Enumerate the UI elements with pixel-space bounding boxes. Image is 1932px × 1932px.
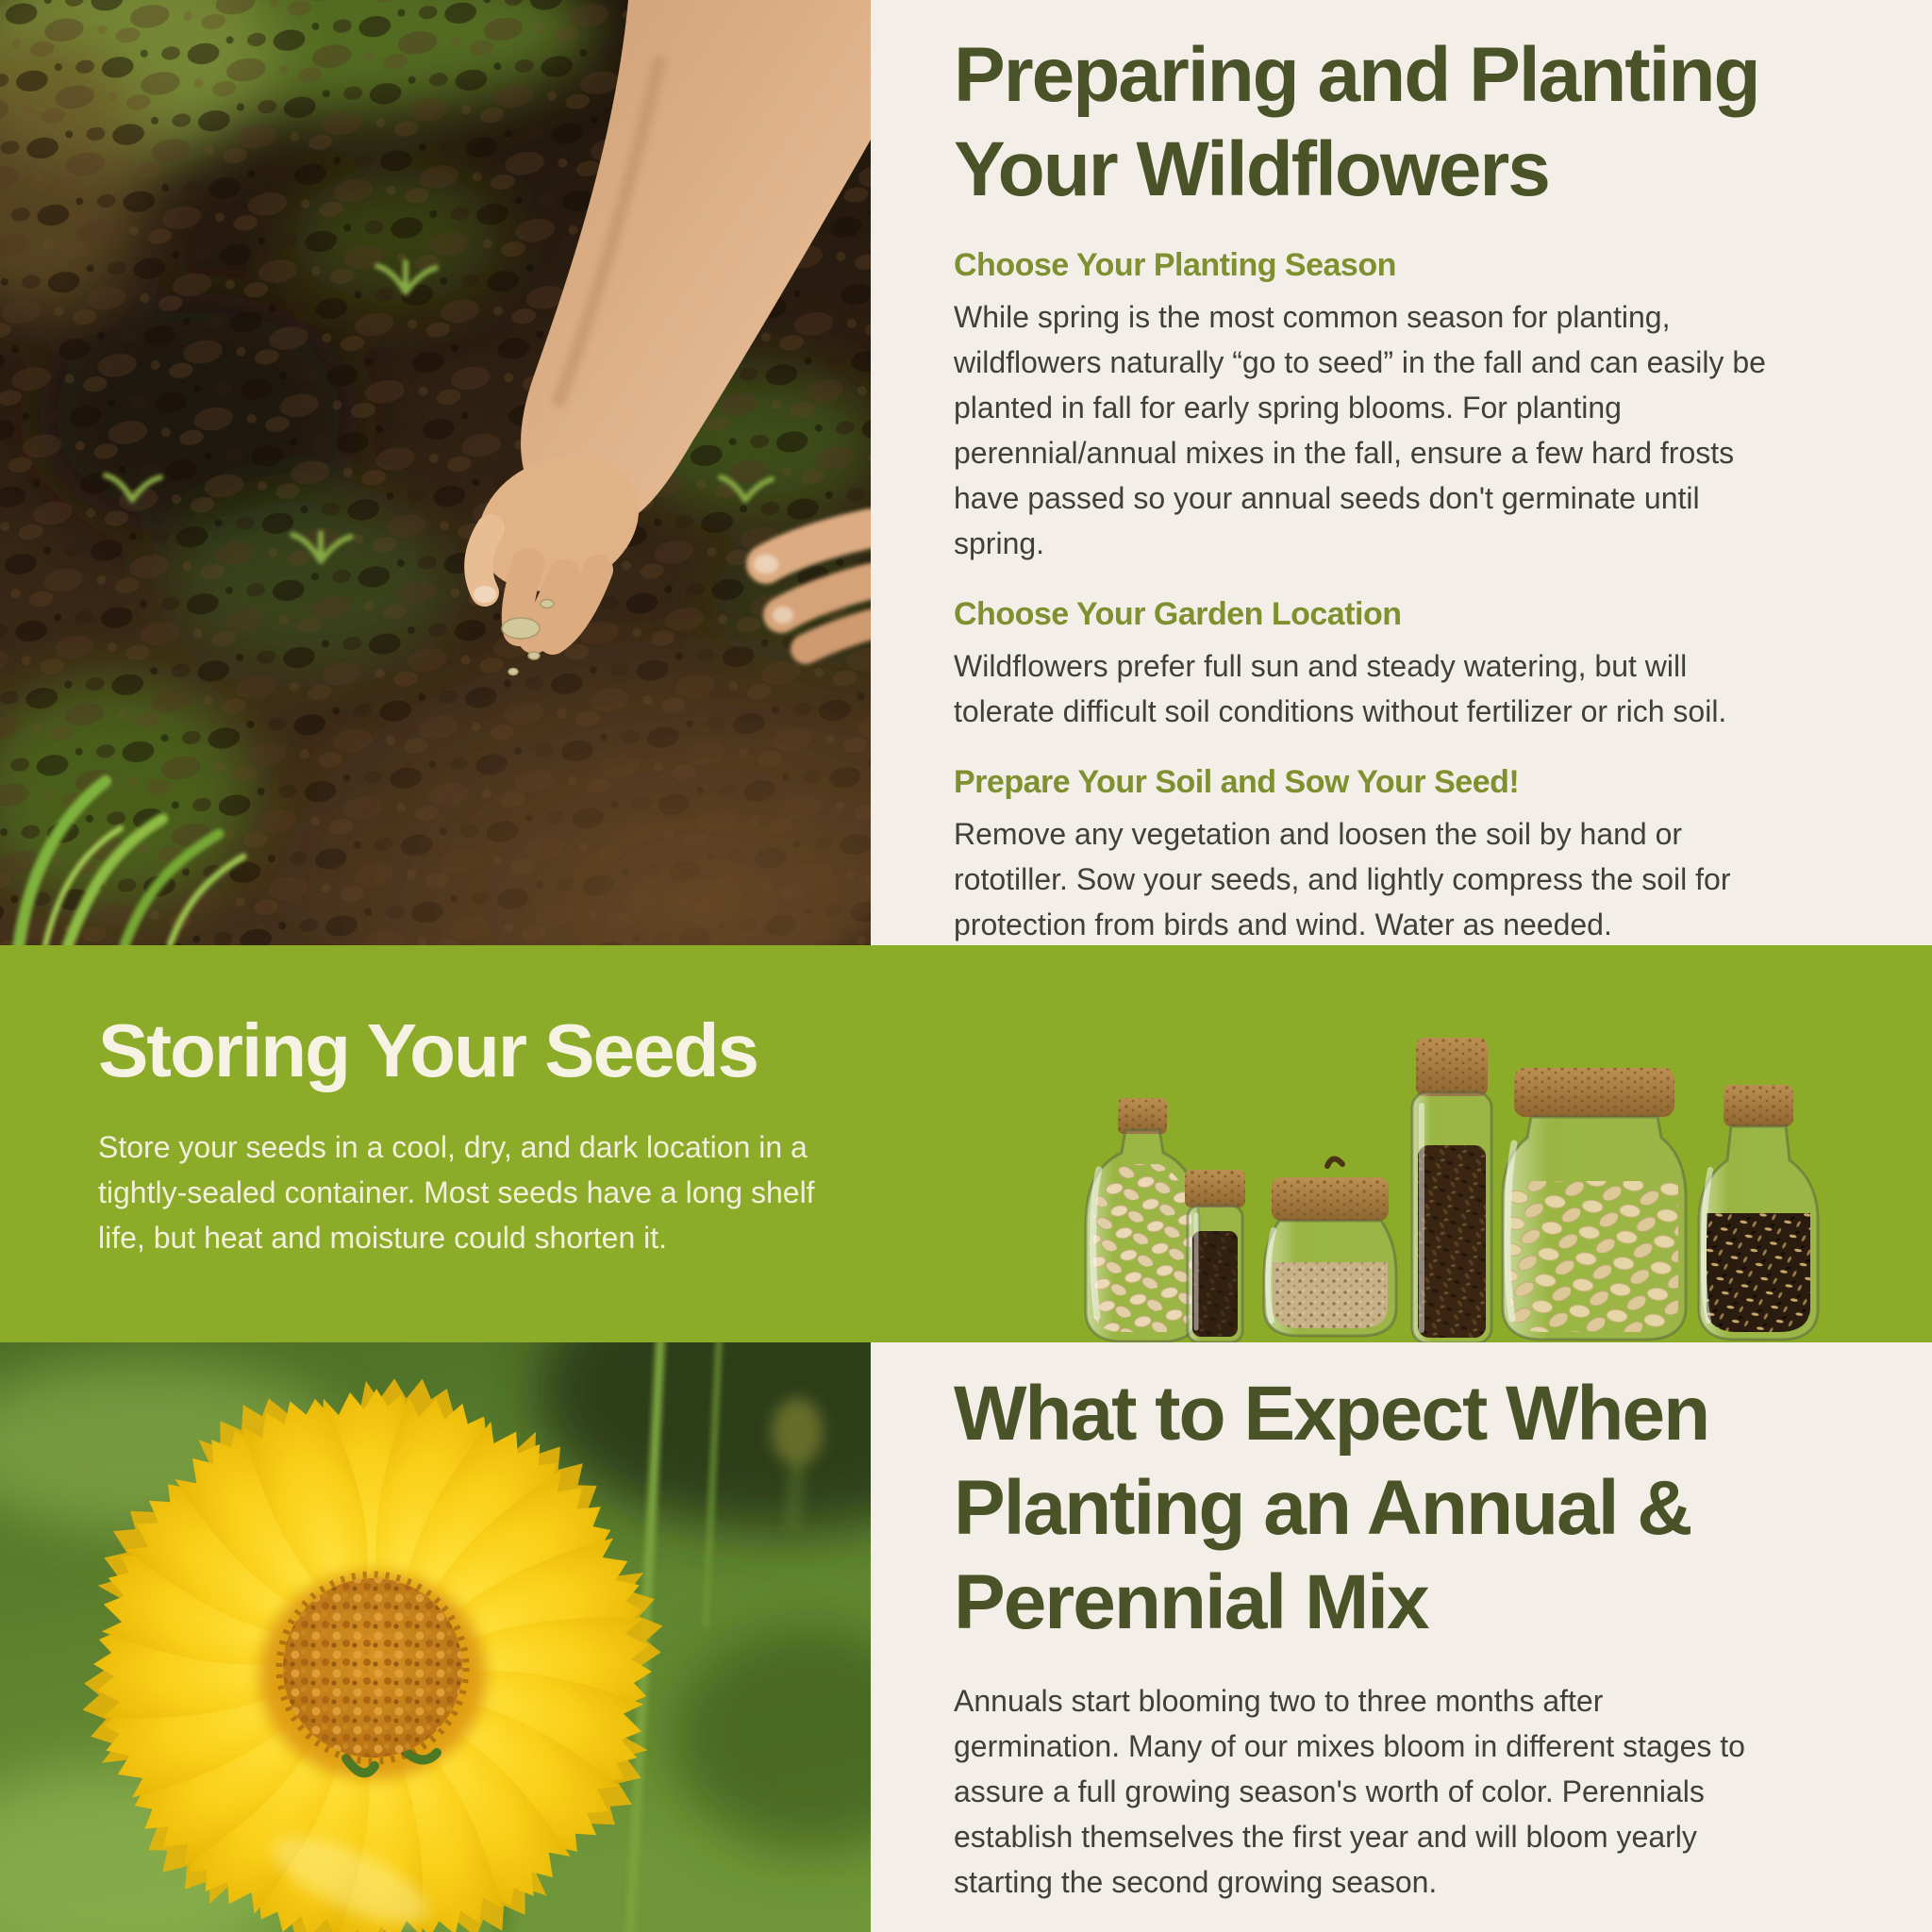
seed-jars-photo: [1071, 1028, 1835, 1342]
sowing-seeds-photo: [0, 0, 871, 945]
what-to-expect-title: [954, 1367, 1879, 1650]
text-line: life, but heat and moisture could shorten it.: [98, 1221, 668, 1255]
title-line-2: Your Wildflowers: [954, 126, 1549, 212]
text-line: rototiller. Sow your seeds, and lightly compress the soil for: [954, 862, 1731, 896]
prepare-soil-paragraph: [954, 811, 1879, 947]
jar-dark-fine-seeds: [1185, 1170, 1245, 1342]
text-line: assure a full growing season's worth of color. Perennials: [954, 1774, 1705, 1808]
text-line: establish themselves the first year and will bloom yearly: [954, 1820, 1697, 1854]
title-line-1: Preparing and Planting: [954, 32, 1759, 118]
text-line: Annuals start blooming two to three months after: [954, 1684, 1604, 1718]
text-line: starting the second growing season.: [954, 1865, 1438, 1899]
planting-season-paragraph: [954, 294, 1879, 566]
yellow-wildflower-photo: [0, 1342, 871, 1932]
garden-location-paragraph: [954, 643, 1879, 734]
title-line-3: Perennial Mix: [954, 1559, 1428, 1645]
text-line: spring.: [954, 526, 1045, 560]
title-line-2: Planting an Annual &: [954, 1465, 1691, 1551]
text-line: protection from birds and wind. Water as needed.: [954, 908, 1612, 941]
text-line: While spring is the most common season for planting,: [954, 300, 1671, 334]
flower-center-texture: [283, 1578, 462, 1757]
heading-prepare-soil: Prepare Your Soil and Sow Your Seed!: [954, 764, 1520, 800]
sowing-seeds-illustration: [0, 0, 871, 945]
heading-garden-location: Choose Your Garden Location: [954, 596, 1402, 632]
text-line: germination. Many of our mixes bloom in different stages to: [954, 1729, 1745, 1763]
thumb-nail: [474, 586, 496, 603]
page-title: [954, 28, 1879, 217]
title-line-1: What to Expect When: [954, 1371, 1709, 1457]
text-line: Remove any vegetation and loosen the soil by hand or: [954, 817, 1683, 851]
preparing-planting-panel: [871, 0, 1932, 945]
jar-mixed-seeds: [1699, 1085, 1818, 1340]
storing-seeds-paragraph: [98, 1124, 815, 1260]
jar-white-beans: [1086, 1098, 1199, 1341]
jar-tall-tube-seeds: [1412, 1038, 1491, 1342]
text-line: Store your seeds in a cool, dry, and dark location in a: [98, 1130, 808, 1164]
storing-seeds-title: Storing Your Seeds: [98, 1008, 758, 1092]
yellow-flower-illustration: [0, 1342, 871, 1932]
jar-tan-seeds: [1264, 1158, 1396, 1336]
what-to-expect-panel: [871, 1342, 1932, 1932]
text-line: tightly-sealed container. Most seeds have a long shelf: [98, 1175, 815, 1209]
text-line: planted in fall for early spring blooms. For planting: [954, 391, 1622, 425]
text-line: Wildflowers prefer full sun and steady watering, but will: [954, 649, 1688, 683]
storing-seeds-band: [0, 945, 1932, 1342]
what-to-expect-paragraph: [954, 1678, 1879, 1905]
text-line: tolerate difficult soil conditions without fertilizer or rich soil.: [954, 694, 1727, 728]
jar-pumpkin-seeds: [1503, 1068, 1686, 1340]
storing-seeds-text: [98, 945, 815, 1260]
text-line: wildflowers naturally “go to seed” in the fall and can easily be: [954, 345, 1766, 379]
text-line: perennial/annual mixes in the fall, ensure a few hard frosts: [954, 436, 1735, 470]
text-line: have passed so your annual seeds don't germinate until: [954, 481, 1700, 515]
heading-planting-season: Choose Your Planting Season: [954, 247, 1396, 283]
